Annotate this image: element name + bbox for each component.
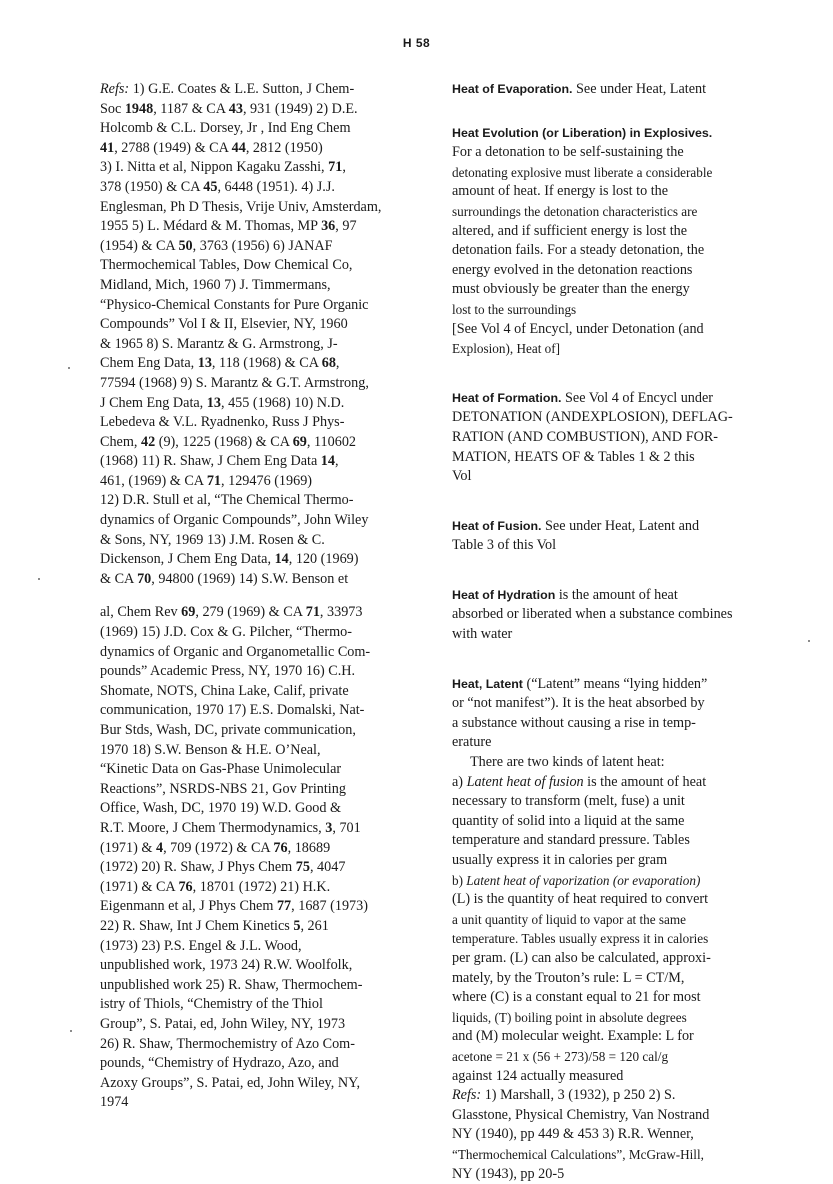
- reference-volume: 43: [229, 101, 243, 117]
- reference-line: [100, 721, 422, 741]
- reference-line: [100, 780, 422, 800]
- reference-volume: 3: [325, 820, 332, 836]
- entry-line: Explosion), Heat of]: [452, 339, 782, 359]
- entry-line: b) Latent heat of vaporization (or evaporation): [452, 871, 782, 891]
- entry-heading: Heat of Formation.: [452, 391, 561, 405]
- reference-line: [100, 819, 422, 839]
- reference-text: , 18689: [288, 840, 331, 856]
- entry-heat-latent: [452, 675, 782, 1184]
- reference-line: [100, 937, 422, 957]
- entry-text: See under Heat, Latent and: [542, 518, 700, 534]
- reference-text: pounds” Academic Press, NY, 1970 16) C.H.: [100, 663, 355, 679]
- reference-text: , 94800 (1969) 14) S.W. Benson et: [151, 571, 348, 587]
- reference-line: [100, 413, 422, 433]
- reference-text: Englesman, Ph D Thesis, Vrije Univ, Amsterdam,: [100, 199, 381, 215]
- reference-line: [100, 662, 422, 682]
- reference-text: 12) D.R. Stull et al, “The Chemical Thermo-: [100, 492, 353, 508]
- entry-line: DETONATION (ANDEXPLOSION), DEFLAG-: [452, 408, 782, 428]
- reference-text: , 6448 (1951). 4) J.J.: [217, 179, 334, 195]
- reference-text: , 18701 (1972) 21) H.K.: [193, 879, 331, 895]
- reference-text: 1955 5) L. Médard & M. Thomas, MP: [100, 218, 321, 234]
- reference-volume: 4: [156, 840, 163, 856]
- reference-text: Office, Wash, DC, 1970 19) W.D. Good &: [100, 800, 341, 816]
- reference-line: [100, 1093, 422, 1113]
- reference-line: [100, 1035, 422, 1055]
- reference-line: [100, 531, 422, 551]
- reference-text: (1971) & CA: [100, 879, 178, 895]
- reference-text: Azoxy Groups”, S. Patai, ed, John Wiley, NY,: [100, 1075, 360, 1091]
- reference-line: [100, 643, 422, 663]
- reference-text: “Kinetic Data on Gas-Phase Unimolecular: [100, 761, 341, 777]
- reference-line: [100, 198, 422, 218]
- reference-text: Chem Eng Data,: [100, 355, 198, 371]
- reference-line: [100, 511, 422, 531]
- reference-line: [100, 760, 422, 780]
- reference-text: ,: [335, 453, 339, 469]
- italic-term: Latent heat of fusion: [467, 774, 584, 790]
- reference-volume: 71: [306, 604, 320, 620]
- entry-text: See under Heat, Latent: [572, 81, 706, 97]
- reference-line: [100, 491, 422, 511]
- reference-line: [100, 433, 422, 453]
- reference-volume: 69: [293, 434, 307, 450]
- reference-text: , 118 (1968) & CA: [212, 355, 322, 371]
- scan-speck: [70, 1030, 72, 1032]
- reference-text: , 1187 & CA: [153, 101, 229, 117]
- reference-text: unpublished work 25) R. Shaw, Thermochem-: [100, 977, 362, 993]
- reference-text: unpublished work, 1973 24) R.W. Woolfolk,: [100, 957, 352, 973]
- reference-text: (1968) 11) R. Shaw, J Chem Eng Data: [100, 453, 321, 469]
- entry-line: liquids, (T) boiling point in absolute degrees: [452, 1008, 782, 1028]
- reference-text: Compounds” Vol I & II, Elsevier, NY, 1960: [100, 316, 348, 332]
- entry-text: is the amount of heat: [555, 587, 678, 603]
- reference-line: [100, 799, 422, 819]
- reference-line: [100, 603, 422, 623]
- reference-line: [100, 217, 422, 237]
- reference-text: 3) I. Nitta et al, Nippon Kagaku Zasshi,: [100, 159, 328, 175]
- reference-line: [100, 452, 422, 472]
- entry-line: Glasstone, Physical Chemistry, Van Nostrand: [452, 1106, 782, 1126]
- reference-text: (9), 1225 (1968) & CA: [155, 434, 293, 450]
- reference-volume: 14: [321, 453, 335, 469]
- reference-text: , 2812 (1950): [246, 140, 323, 156]
- reference-line: [100, 1054, 422, 1074]
- entry-line: necessary to transform (melt, fuse) a unit: [452, 792, 782, 812]
- reference-text: , 261: [300, 918, 328, 934]
- reference-text: Group”, S. Patai, ed, John Wiley, NY, 1973: [100, 1016, 345, 1032]
- entry-line: There are two kinds of latent heat:: [452, 753, 782, 773]
- reference-text: , 931 (1949) 2) D.E.: [243, 101, 358, 117]
- reference-text: , 709 (1972) & CA: [163, 840, 273, 856]
- entry-line: NY (1943), pp 20-5: [452, 1165, 782, 1184]
- reference-text: , 97: [335, 218, 356, 234]
- entry-heading: Heat, Latent: [452, 677, 523, 691]
- refs-label: Refs:: [100, 81, 133, 97]
- entry-heat-of-fusion: [452, 517, 782, 556]
- reference-text: , 33973: [320, 604, 363, 620]
- reference-line: [100, 119, 422, 139]
- reference-line: [100, 839, 422, 859]
- reference-volume: 50: [178, 238, 192, 254]
- reference-text: al, Chem Rev: [100, 604, 181, 620]
- reference-volume: 69: [181, 604, 195, 620]
- reference-text: Soc: [100, 101, 125, 117]
- reference-text: Bur Stds, Wash, DC, private communication,: [100, 722, 356, 738]
- entry-text: (“Latent” means “lying hidden”: [523, 676, 707, 692]
- reference-volume: 44: [232, 140, 246, 156]
- entry-line: Refs: 1) Marshall, 3 (1932), p 250 2) S.: [452, 1086, 782, 1106]
- reference-line: [100, 237, 422, 257]
- entry-text: See Vol 4 of Encycl under: [561, 390, 713, 406]
- reference-text: 1) G.E. Coates & L.E. Sutton, J Chem-: [133, 81, 354, 97]
- reference-volume: 45: [203, 179, 217, 195]
- reference-volume: 71: [328, 159, 342, 175]
- reference-text: , 1687 (1973): [291, 898, 368, 914]
- reference-volume: 76: [178, 879, 192, 895]
- italic-term: Refs:: [452, 1087, 481, 1103]
- reference-line: [100, 139, 422, 159]
- scan-speck: [38, 578, 40, 580]
- paragraph-gap: [100, 589, 422, 603]
- reference-text: Thermochemical Tables, Dow Chemical Co,: [100, 257, 352, 273]
- reference-volume: 13: [207, 395, 221, 411]
- reference-text: , 120 (1969): [289, 551, 359, 567]
- entry-heading: Heat of Hydration: [452, 588, 555, 602]
- page-number: H 58: [0, 36, 833, 50]
- entry-line: RATION (AND COMBUSTION), AND FOR-: [452, 428, 782, 448]
- scan-speck: [808, 640, 810, 642]
- entry-line: a) Latent heat of fusion is the amount of heat: [452, 773, 782, 793]
- reference-line: [100, 1015, 422, 1035]
- entry-line: NY (1940), pp 449 & 453 3) R.R. Wenner,: [452, 1125, 782, 1145]
- reference-line: [100, 995, 422, 1015]
- reference-text: Shomate, NOTS, China Lake, Calif, private: [100, 683, 349, 699]
- entry-line: Table 3 of this Vol: [452, 536, 782, 556]
- reference-text: dynamics of Organic Compounds”, John Wiley: [100, 512, 368, 528]
- entry-line: per gram. (L) can also be calculated, approxi-: [452, 949, 782, 969]
- reference-volume: 14: [275, 551, 289, 567]
- reference-line: [100, 158, 422, 178]
- reference-line: [100, 80, 422, 100]
- reference-line: [100, 315, 422, 335]
- entry-line: altered, and if sufficient energy is lost the: [452, 222, 782, 242]
- reference-text: ,: [342, 159, 346, 175]
- reference-volume: 42: [141, 434, 155, 450]
- entry-line: detonating explosive must liberate a considerable: [452, 163, 782, 183]
- reference-line: [100, 858, 422, 878]
- reference-text: Reactions”, NSRDS-NBS 21, Gov Printing: [100, 781, 346, 797]
- reference-line: [100, 878, 422, 898]
- reference-volume: 68: [322, 355, 336, 371]
- scan-speck: [68, 367, 70, 369]
- reference-line: [100, 100, 422, 120]
- reference-text: 77594 (1968) 9) S. Marantz & G.T. Armstrong,: [100, 375, 369, 391]
- reference-text: , 455 (1968) 10) N.D.: [221, 395, 344, 411]
- reference-volume: 70: [137, 571, 151, 587]
- reference-text: “Physico-Chemical Constants for Pure Organic: [100, 297, 368, 313]
- reference-line: [100, 335, 422, 355]
- reference-line: [100, 623, 422, 643]
- entry-line: where (C) is a constant equal to 21 for most: [452, 988, 782, 1008]
- entry-line: or “not manifest”). It is the heat absorbed by: [452, 694, 782, 714]
- reference-line: [100, 956, 422, 976]
- reference-volume: 75: [296, 859, 310, 875]
- entry-heading: Heat Evolution (or Liberation) in Explosives.: [452, 126, 712, 140]
- entry-line: temperature. Tables usually express it in calories: [452, 929, 782, 949]
- entry-line: and (M) molecular weight. Example: L for: [452, 1027, 782, 1047]
- entry-line: acetone = 21 x (56 + 273)/58 = 120 cal/g: [452, 1047, 782, 1067]
- reference-text: (1972) 20) R. Shaw, J Phys Chem: [100, 859, 296, 875]
- reference-text: 22) R. Shaw, Int J Chem Kinetics: [100, 918, 293, 934]
- reference-text: Lebedeva & V.L. Ryadnenko, Russ J Phys-: [100, 414, 344, 430]
- reference-text: 461, (1969) & CA: [100, 473, 207, 489]
- reference-text: Dickenson, J Chem Eng Data,: [100, 551, 275, 567]
- reference-text: , 701: [332, 820, 360, 836]
- reference-text: R.T. Moore, J Chem Thermodynamics,: [100, 820, 325, 836]
- entry-line: with water: [452, 625, 782, 645]
- reference-text: (1973) 23) P.S. Engel & J.L. Wood,: [100, 938, 302, 954]
- entry-line: amount of heat. If energy is lost to the: [452, 182, 782, 202]
- reference-line: [100, 354, 422, 374]
- entry-line: [See Vol 4 of Encycl, under Detonation (and: [452, 320, 782, 340]
- entry-line: a substance without causing a rise in temp-: [452, 714, 782, 734]
- reference-text: Eigenmann et al, J Phys Chem: [100, 898, 277, 914]
- reference-text: (1969) 15) J.D. Cox & G. Pilcher, “Thermo-: [100, 624, 352, 640]
- reference-line: [100, 741, 422, 761]
- reference-line: [100, 276, 422, 296]
- reference-text: 378 (1950) & CA: [100, 179, 203, 195]
- reference-text: & 1965 8) S. Marantz & G. Armstrong, J-: [100, 336, 338, 352]
- reference-text: communication, 1970 17) E.S. Domalski, Nat-: [100, 702, 364, 718]
- entry-heat-evolution: [452, 124, 782, 359]
- reference-text: Chem,: [100, 434, 141, 450]
- reference-text: , 110602: [307, 434, 356, 450]
- entry-line: usually express it in calories per gram: [452, 851, 782, 871]
- reference-text: (1971) &: [100, 840, 156, 856]
- reference-text: 26) R. Shaw, Thermochemistry of Azo Com-: [100, 1036, 355, 1052]
- reference-volume: 71: [207, 473, 221, 489]
- right-column-entries: [452, 80, 782, 1184]
- reference-line: [100, 178, 422, 198]
- reference-text: , 4047: [310, 859, 345, 875]
- italic-term: Latent heat of vaporization (or evaporation): [466, 873, 700, 888]
- entry-line: Vol: [452, 467, 782, 487]
- reference-text: J Chem Eng Data,: [100, 395, 207, 411]
- entry-heading: Heat of Fusion.: [452, 519, 542, 533]
- entry-line: quantity of solid into a liquid at the same: [452, 812, 782, 832]
- reference-text: istry of Thiols, “Chemistry of the Thiol: [100, 996, 323, 1012]
- entry-line: For a detonation to be self-sustaining the: [452, 143, 782, 163]
- reference-text: dynamics of Organic and Organometallic Com-: [100, 644, 370, 660]
- entry-line: against 124 actually measured: [452, 1067, 782, 1087]
- reference-text: 1970 18) S.W. Benson & H.E. O’Neal,: [100, 742, 321, 758]
- reference-text: Midland, Mich, 1960 7) J. Timmermans,: [100, 277, 331, 293]
- reference-line: [100, 550, 422, 570]
- reference-line: [100, 917, 422, 937]
- reference-line: [100, 570, 422, 590]
- reference-text: , 2788 (1949) & CA: [114, 140, 231, 156]
- reference-line: [100, 701, 422, 721]
- entry-line: “Thermochemical Calculations”, McGraw-Hill,: [452, 1145, 782, 1165]
- entry-line: (L) is the quantity of heat required to convert: [452, 890, 782, 910]
- reference-line: [100, 682, 422, 702]
- reference-line: [100, 1074, 422, 1094]
- entry-line: must obviously be greater than the energy: [452, 280, 782, 300]
- entry-line: a unit quantity of liquid to vapor at the same: [452, 910, 782, 930]
- reference-line: [100, 897, 422, 917]
- reference-text: 1974: [100, 1094, 128, 1110]
- reference-text: (1954) & CA: [100, 238, 178, 254]
- reference-volume: 77: [277, 898, 291, 914]
- reference-text: & Sons, NY, 1969 13) J.M. Rosen & C.: [100, 532, 325, 548]
- reference-line: [100, 394, 422, 414]
- entry-line: absorbed or liberated when a substance combines: [452, 605, 782, 625]
- reference-text: Holcomb & C.L. Dorsey, Jr , Ind Eng Chem: [100, 120, 350, 136]
- entry-line: detonation fails. For a steady detonation, the: [452, 241, 782, 261]
- reference-line: [100, 472, 422, 492]
- reference-text: , 129476 (1969): [221, 473, 312, 489]
- reference-volume: 41: [100, 140, 114, 156]
- reference-line: [100, 296, 422, 316]
- reference-text: , 279 (1969) & CA: [195, 604, 305, 620]
- reference-volume: 76: [273, 840, 287, 856]
- reference-text: , 3763 (1956) 6) JANAF: [193, 238, 333, 254]
- entry-heat-of-evaporation: [452, 80, 782, 100]
- left-column-references: [100, 80, 422, 1113]
- entry-line: temperature and standard pressure. Tables: [452, 831, 782, 851]
- reference-line: [100, 976, 422, 996]
- entry-line: MATION, HEATS OF & Tables 1 & 2 this: [452, 448, 782, 468]
- reference-text: ,: [336, 355, 340, 371]
- entry-line: energy evolved in the detonation reactions: [452, 261, 782, 281]
- reference-line: [100, 256, 422, 276]
- entry-line: lost to the surroundings: [452, 300, 782, 320]
- reference-line: [100, 374, 422, 394]
- reference-volume: 5: [293, 918, 300, 934]
- entry-line: mately, by the Trouton’s rule: L = CT/M,: [452, 969, 782, 989]
- reference-volume: 13: [198, 355, 212, 371]
- entry-heading: Heat of Evaporation.: [452, 82, 572, 96]
- reference-text: & CA: [100, 571, 137, 587]
- reference-text: pounds, “Chemistry of Hydrazo, Azo, and: [100, 1055, 339, 1071]
- reference-volume: 36: [321, 218, 335, 234]
- entry-heat-of-formation: [452, 389, 782, 487]
- reference-volume: 1948: [125, 101, 153, 117]
- entry-line: surroundings the detonation characteristics are: [452, 202, 782, 222]
- entry-heat-of-hydration: [452, 586, 782, 645]
- entry-line: erature: [452, 733, 782, 753]
